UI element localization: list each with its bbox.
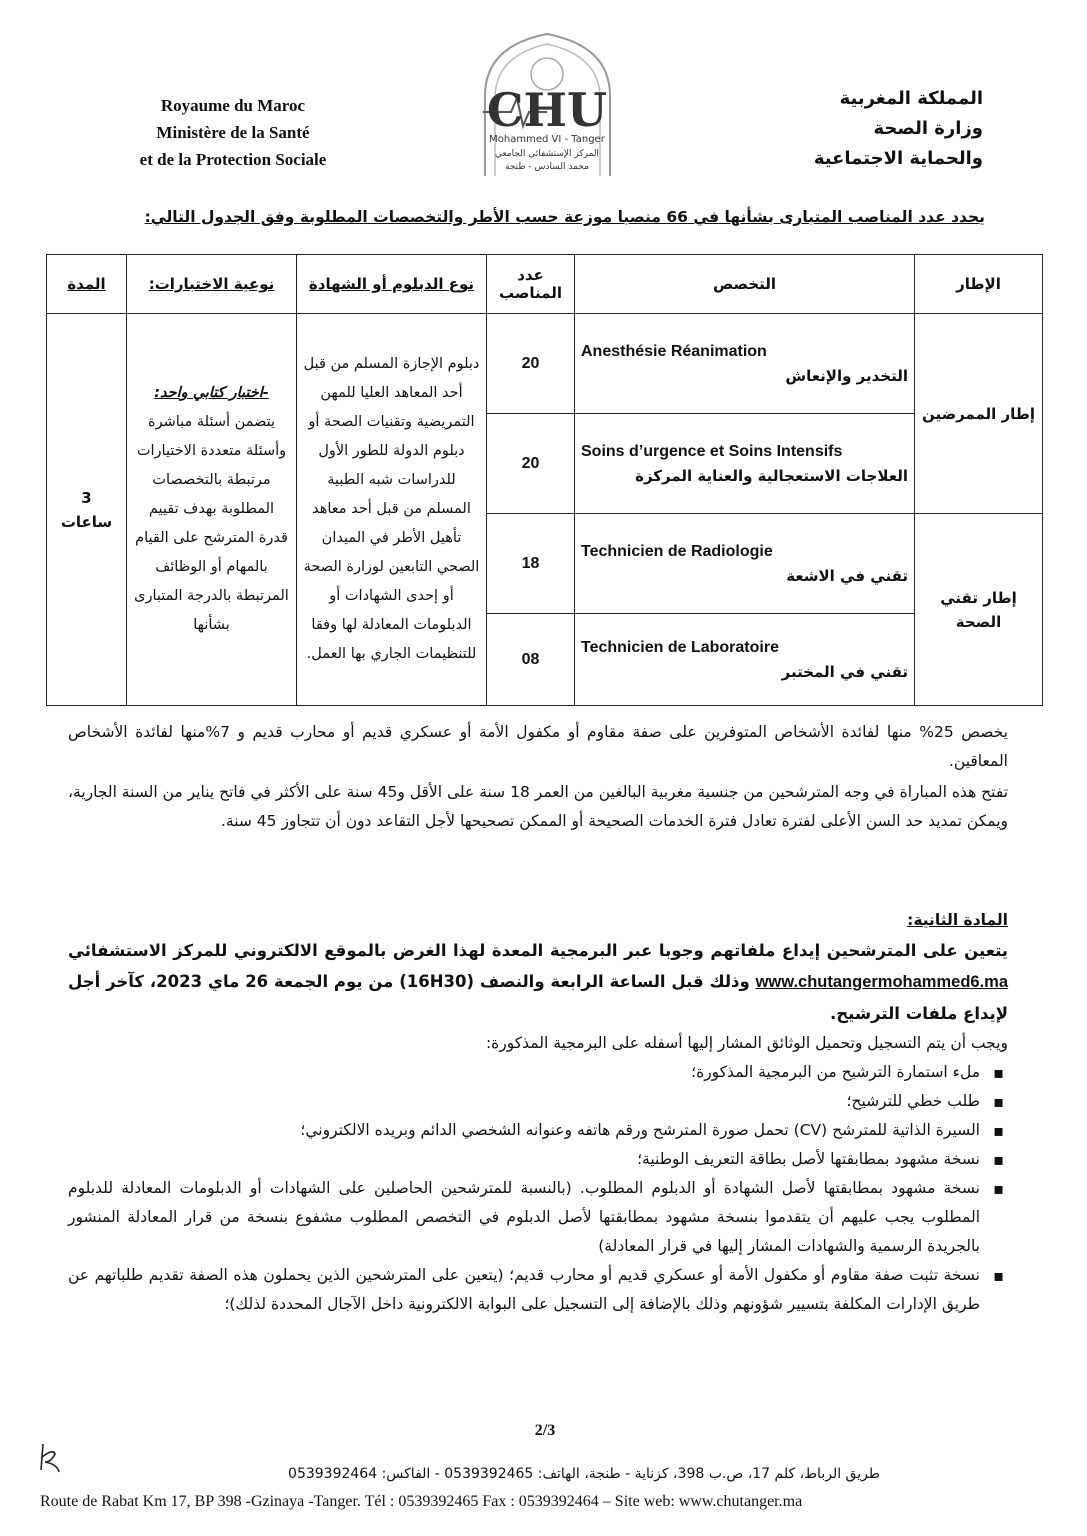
count-cell: 18 [487, 514, 575, 614]
intro-line: يحدد عدد المناصب المتبارى بشأنها في 66 منصبا موزعة حسب الأطر والتخصصات المطلوبة وفق الجدول التالي: [144, 208, 985, 226]
duration-number: 3 [81, 488, 92, 507]
diploma-cell: دبلوم الإجازة المسلم من قبل أحد المعاهد العليا للمهن التمريضية وتقنيات الصحة أو دبلوم الدولة للطور الأول للدراسات شبه الطبية المسلم من قبل أحد معاهد تأهيل الأطر في الميدان الصحي التابعين لوزارة الصحة أو إحدى الشهادات أو الدبلومات المعادلة لها وفقا للتنظيمات الجاري بها العمل. [297, 314, 487, 706]
specialty-ar: تقني في المختبر [781, 662, 908, 681]
article-title: المادة الثانية: [907, 911, 1008, 929]
header-french [108, 92, 358, 173]
test-body: يتضمن أسئلة مباشرة وأسئلة متعددة الاختيارات مرتبطة بالتخصصات المطلوبة بهدف تقييم قدرة المترشح على القيام بالمهام أو الوظائف المرتبطة بالدرجة المتبارى بشأنها [134, 414, 289, 633]
footer-french: Route de Rabat Km 17, BP 398 -Gzinaya -Tanger. Tél : 0539392465 Fax : 0539392464 – Site web: www.chutanger.ma [40, 1493, 803, 1510]
specialty-fr: Anesthésie Réanimation [581, 342, 767, 360]
list-item: ▪ نسخة مشهود بمطابقتها لأصل الشهادة أو الدبلوم المطلوب. (بالنسبة للمترشحين الحاصلين على الشهادات أو الدبلومات المعادلة للدبلوم المطلوب يجب عليهم أن يتقدموا بنسخة مشهود بمطابقتها لأصل الدبلوم في التخصص المطلوب مشفوع بنسخة من قرار المعادلة المنشور بالجريدة الرسمية والشهادات المشار إليها في قرار المعادلة) [68, 1174, 980, 1261]
duration-unit: ساعات [60, 512, 113, 531]
table-header-row [47, 255, 1043, 314]
cadre-tech: إطار تقني الصحة [915, 514, 1043, 706]
positions-table [46, 254, 1043, 706]
specialty-ar: العلاجات الاستعجالية والعناية المركزة [635, 466, 908, 485]
list-item: ▪ ملء استمارة الترشيح من البرمجية المذكورة؛ [68, 1058, 980, 1087]
deadline-part-a: يتعين على المترشحين إيداع ملفاتهم وجوبا عبر البرمجية المعدة لهذا الغرض بالموقع الالكتروني للمركز الاستشفائي [68, 941, 1008, 960]
specialty-fr: Technicien de Laboratoire [581, 638, 779, 656]
header-duration: المدة [47, 255, 127, 314]
list-item: ▪ طلب خطي للترشيح؛ [68, 1087, 980, 1116]
specialty-cell [575, 414, 915, 514]
specialty-cell [575, 614, 915, 706]
fr-line-2: Ministère de la Santé [156, 123, 310, 142]
fr-line-3: et de la Protection Sociale [139, 150, 327, 169]
specialty-ar: تقني في الاشعة [786, 566, 908, 585]
conditions-paragraphs [68, 718, 1008, 838]
footer-arabic: طريق الرباط، كلم 17، ص.ب 398، كزناية - طنجة، الهاتف: 0539392465 - الفاكس: 0539392464 [288, 1466, 880, 1482]
specialty-fr: Soins d’urgence et Soins Intensifs [581, 442, 843, 460]
page-number: 2/3 [534, 1422, 556, 1439]
ar-line-2: وزارة الصحة [873, 118, 983, 139]
svg-text:محمد السادس - طنجة: محمد السادس - طنجة [505, 162, 589, 172]
deadline-part-c: كآخر أجل لإيداع ملفات الترشيح. [68, 972, 1008, 1023]
list-item: ▪ نسخة مشهود بمطابقتها لأصل بطاقة التعريف الوطنية؛ [68, 1145, 980, 1174]
article-deadline [68, 935, 1008, 1029]
svg-text:المركز الإستشفائي الجامعي: المركز الإستشفائي الجامعي [494, 149, 600, 159]
header-tests: نوعية الاختبارات: [127, 255, 297, 314]
specialty-cell [575, 314, 915, 414]
website-link[interactable]: www.chutangermohammed6.ma [755, 973, 1009, 991]
ar-line-1: المملكة المغربية [839, 88, 983, 109]
specialty-cell [575, 514, 915, 614]
list-item: ▪ نسخة تثبت صفة مقاوم أو مكفول الأمة أو عسكري قديم أو محارب قديم؛ (يتعين على المترشحين الذين يحملون هذه الصفة تقديم طلباتهم عن طريق الإدارات المكلفة بتسيير شؤونهم وذلك بالإضافة إلى التسجيل على البوابة الالكترونية داخل الآجال المحددة لذلك)؛ [68, 1261, 980, 1319]
count-cell: 08 [487, 614, 575, 706]
count-cell: 20 [487, 414, 575, 514]
header-count: عدد المناصب [487, 255, 575, 314]
list-item: ▪ السيرة الذاتية للمترشح (CV) تحمل صورة المترشح ورقم هاتفه وعنوانه الشخصي الدائم وبريده الالكتروني؛ [68, 1116, 980, 1145]
svg-text:CHU: CHU [486, 83, 608, 137]
paragraph-quota: يخصص 25% منها لفائدة الأشخاص المتوفرين على صفة مقاوم أو مكفول الأمة أو عسكري قديم أو محارب قديم و 7%منها لفائدة الأشخاص المعاقين. [68, 723, 1008, 770]
header-specialty: التخصص [575, 255, 915, 314]
initials-mark [35, 1440, 65, 1476]
specialty-ar: التخدير والإنعاش [785, 366, 908, 385]
count-cell: 20 [487, 314, 575, 414]
header-diploma: نوع الدبلوم أو الشهادة [297, 255, 487, 314]
chu-logo [455, 26, 640, 186]
cadre-nurses: إطار الممرضين [915, 314, 1043, 514]
tests-cell [127, 314, 297, 706]
article-two [68, 906, 1008, 1319]
ar-line-3: والحماية الاجتماعية [813, 148, 983, 169]
fr-line-1: Royaume du Maroc [160, 96, 306, 115]
paragraph-age: تفتح هذه المباراة في وجه المترشحين من جنسية مغربية البالغين من العمر 18 سنة على الأقل و45 سنة على الأكثر في فاتح يناير من السنة الجارية، ويمكن تمديد حد السن الأعلى لفترة تعادل فترة الخدمات الصحيحة أو الممكن تصحيحها لأجل التقاعد دون أن تتجاوز 45 سنة. [68, 783, 1009, 830]
duration-cell [47, 314, 127, 706]
table-row [47, 314, 1043, 414]
documents-lead: ويجب أن يتم التسجيل وتحميل الوثائق المشار إليها أسفله على البرمجية المذكورة: [485, 1034, 1008, 1052]
deadline-part-b: وذلك قبل الساعة الرابعة والنصف (16H30) من يوم الجمعة 26 ماي 2023، [149, 972, 750, 991]
test-title: -اختبار كتابي واحد: [154, 385, 269, 401]
documents-list [68, 1058, 1008, 1319]
specialty-fr: Technicien de Radiologie [581, 542, 773, 560]
chu-logo-graphic [455, 26, 640, 186]
svg-text:Mohammed VI - Tanger: Mohammed VI - Tanger [489, 134, 605, 145]
header-arabic [805, 84, 983, 174]
header-cadre: الإطار [915, 255, 1043, 314]
